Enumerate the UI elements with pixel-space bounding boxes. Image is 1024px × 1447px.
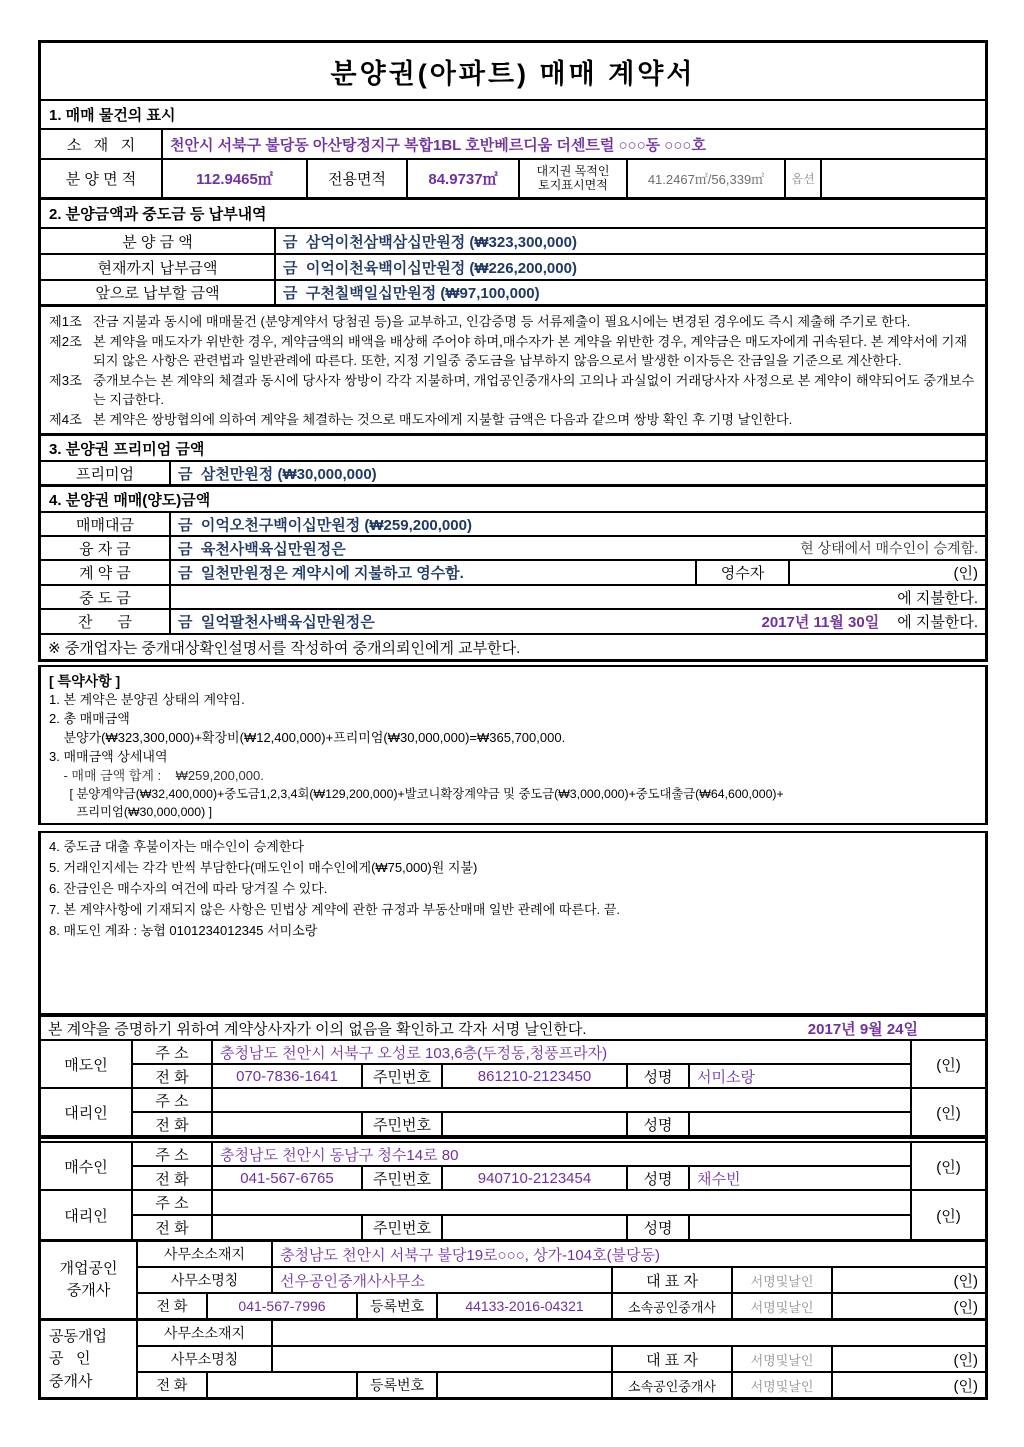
sale-price-label: 분 양 금 액	[122, 233, 193, 251]
loan-value: 금 육천사백육십만원정은	[178, 540, 346, 558]
exclusive-area-value-cell	[408, 160, 520, 197]
broker-phone-row	[138, 1294, 985, 1318]
confirmation-cell	[41, 1017, 985, 1039]
special-term-line: 5. 거래인지세는 각각 반씩 부담한다(매도인이 매수인에게(₩75,000)원 지불)	[49, 860, 478, 876]
broker-rep-seal-cell	[833, 1268, 985, 1292]
remaining-amount-value-cell	[276, 281, 985, 304]
remaining-amount-label: 앞으로 납부할 금액	[95, 285, 220, 302]
special-term-line: - 매매 금액 합계 : ₩259,200,000.	[49, 767, 264, 783]
seller-role: 매도인	[64, 1056, 108, 1074]
addr-label: 주 소	[155, 1195, 189, 1213]
exclusive-area-label-cell	[308, 160, 408, 197]
trade-price-label-cell	[41, 513, 171, 535]
seller-rrn-value-cell	[443, 1065, 628, 1087]
buyer-agent-rrn-value-cell	[443, 1216, 628, 1239]
seller-block	[41, 1041, 985, 1089]
reg-label: 등록번호	[369, 1298, 425, 1315]
co-broker-role-line3: 중개사	[49, 1372, 93, 1390]
clause-1-no: 제1조	[49, 314, 82, 329]
special-term-line: [ 분양계약금(₩32,400,000)+중도금1,2,3,4회(₩129,200,000)+발코니확장계약금 및 중도금(₩3,000,000)+중도대출금(₩64,600,000)+	[49, 786, 784, 801]
phone-label: 전 화	[155, 1170, 189, 1188]
clause-2-text: 본 계약을 매도자가 위반한 경우, 계약금액의 배액을 배상해 주어야 하며,매수자가 본 계약을 위반한 경우, 계약금은 매도자에게 귀속된다. 본 계약서에 기재되지 않은 사항은 관련법과 일반관례에 따른다. 또한, 지정 기일중 중도금을 납부하지 않음으로서 발생한 이자등은 잔금일을 기준으로 계산한다.	[93, 333, 968, 369]
buyer-rrn: 940710-2123454	[477, 1169, 592, 1187]
buyer-addr-label-cell	[133, 1143, 213, 1165]
sign-label: 서명및날인	[750, 1273, 814, 1289]
interim-suffix: 에 지불한다.	[897, 589, 978, 607]
special-term-line: 8. 매도인 계좌 : 농협 0101234012345 서미소랑	[49, 922, 318, 938]
rrn-label: 주민번호	[373, 1220, 431, 1238]
seller-addr: 충청남도 천안시 서북구 오성로 103,6층(두정동,청풍프라자)	[220, 1044, 608, 1062]
seller-phone-value-cell	[213, 1065, 363, 1087]
name-label: 성명	[643, 1220, 673, 1238]
co-broker-rep-seal-cell	[833, 1347, 985, 1371]
broker-block	[41, 1242, 985, 1318]
co-broker-phone-row	[138, 1373, 985, 1397]
interim-label: 중 도 금	[79, 589, 131, 607]
confirmation-text: 본 계약을 증명하기 위하여 계약상사자가 이의 없음을 확인하고 각자 서명 날인한다.	[48, 1020, 587, 1038]
seal-mark: (인)	[953, 1272, 978, 1290]
seller-fields	[133, 1041, 912, 1087]
land-area-label-line2: 토지표시면적	[538, 177, 608, 192]
buyer-agent-name-label-cell	[628, 1216, 690, 1239]
land-area-label-cell	[520, 160, 628, 197]
buyer-role-cell	[41, 1143, 133, 1189]
co-broker-fields	[138, 1321, 985, 1397]
seller-addr-label-cell	[133, 1041, 213, 1063]
buyer-addr-row	[133, 1143, 910, 1167]
broker-role-line2: 중개사	[66, 1282, 111, 1300]
seller-agent-fields	[133, 1089, 912, 1135]
phone-label: 전 화	[155, 1116, 189, 1134]
remaining-amount-row	[41, 281, 985, 307]
seller-name: 서미소랑	[697, 1068, 755, 1086]
seller-role-cell	[41, 1041, 133, 1087]
co-broker-office-name-value-cell	[273, 1347, 613, 1371]
clause-2	[49, 332, 975, 371]
sign-label: 서명및날인	[750, 1352, 814, 1368]
confirmation-date: 2017년 9월 24일	[807, 1020, 918, 1038]
deposit-row	[41, 561, 985, 586]
co-broker-assoc-seal-cell	[833, 1373, 985, 1397]
remaining-amount-label-cell	[41, 281, 276, 304]
special-term-line: 2. 총 매매금액	[49, 711, 130, 727]
supply-area-label: 분 양 면 적	[65, 171, 137, 188]
name-label: 성명	[643, 1068, 673, 1086]
seal-mark: (인)	[936, 1158, 961, 1176]
seller-agent-addr-row	[133, 1089, 910, 1113]
broker-phone-value-cell	[208, 1294, 358, 1318]
buyer-name-value-cell	[690, 1167, 910, 1189]
broker-role-line1: 개업공인	[59, 1259, 118, 1277]
broker-office-addr-label-cell	[138, 1242, 273, 1266]
buyer-agent-addr-label-cell	[133, 1191, 213, 1214]
special-term-line: 프리미엄(₩30,000,000) ]	[49, 804, 213, 819]
signature-box	[38, 1015, 988, 1242]
buyer-seal-cell	[912, 1143, 985, 1189]
receiver-seal-cell	[790, 561, 985, 584]
seller-rrn-label-cell	[363, 1065, 443, 1087]
seller-addr-row	[133, 1041, 910, 1065]
seller-agent-role-cell	[41, 1089, 133, 1135]
buyer-agent-role-cell	[41, 1191, 133, 1239]
seller-name-value-cell	[690, 1065, 910, 1087]
land-area-label-line1: 대지권 목적인	[536, 163, 610, 178]
balance-value-cell	[171, 610, 985, 633]
seller-agent-addr-label-cell	[133, 1089, 213, 1111]
co-broker-reg-label-cell	[358, 1373, 438, 1397]
section1-header-text: 1. 매매 물건의 표시	[49, 107, 176, 124]
paid-amount-value-cell	[276, 255, 985, 279]
buyer-agent-phone-row	[133, 1216, 910, 1239]
seal-mark: (인)	[936, 1104, 961, 1122]
deposit-value-cell	[171, 561, 697, 584]
special-terms-header: [ 특약사항 ]	[49, 673, 121, 690]
seller-phone-label-cell	[133, 1065, 213, 1087]
deposit-label-cell	[41, 561, 171, 584]
location-value: 천안시 서북구 불당동 아산탕정지구 복합1BL 호반베르디움 더센트럴 ○○○동 ○○○호	[170, 136, 706, 154]
broker-office-name: 선우공인중개사사무소	[280, 1272, 425, 1290]
trade-price-value-cell	[171, 513, 985, 535]
interim-label-cell	[41, 586, 171, 608]
sign-label: 서명및날인	[750, 1378, 814, 1394]
main-contract-box	[38, 40, 988, 662]
clause-4-text: 본 계약은 쌍방협의에 의하여 계약을 체결하는 것으로 매도자에게 지불할 금액은 다음과 같으며 쌍방 확인 후 기명 날인한다.	[93, 411, 793, 427]
clause-3-no: 제3조	[49, 372, 82, 388]
buyer-fields	[133, 1143, 912, 1189]
loan-label-cell	[41, 537, 171, 559]
rrn-label: 주민번호	[373, 1116, 431, 1134]
paid-amount-label-cell	[41, 255, 276, 279]
special-term-line: 4. 중도금 대출 후불이자는 매수인이 승계한다	[49, 839, 304, 855]
addr-label: 주 소	[155, 1044, 189, 1062]
phone-label: 전 화	[156, 1377, 188, 1394]
land-area-value: 41.2467㎡/56,339㎡	[647, 172, 765, 187]
buyer-name-label-cell	[628, 1167, 690, 1189]
seller-agent-role: 대리인	[64, 1104, 108, 1122]
buyer-agent-seal-cell	[912, 1191, 985, 1239]
clause-1	[49, 312, 975, 332]
seller-rrn: 861210-2123450	[477, 1067, 592, 1085]
special-term-line: 1. 본 계약은 분양권 상태의 계약임.	[49, 692, 245, 708]
broker-assoc-label-cell	[613, 1294, 733, 1318]
receiver-label: 영수자	[720, 565, 765, 583]
seller-agent-phone-label-cell	[133, 1113, 213, 1135]
co-broker-rep-sign-cell	[733, 1347, 833, 1371]
loan-label: 융 자 금	[79, 540, 131, 558]
phone-label: 전 화	[156, 1298, 188, 1315]
seal-mark: (인)	[953, 1351, 978, 1369]
seller-agent-addr-value-cell	[213, 1089, 910, 1111]
section2-header-text: 2. 분양금액과 중도금 등 납부내역	[49, 206, 267, 223]
broker-office-addr-row	[138, 1242, 985, 1268]
broker-rep-sign-cell	[733, 1268, 833, 1292]
buyer-agent-addr-row	[133, 1191, 910, 1216]
broker-office-addr-value-cell	[273, 1242, 985, 1266]
option-label: 옵션	[791, 172, 815, 186]
remaining-amount-value: 금 구천칠백일십만원정 (₩97,100,000)	[283, 285, 540, 302]
paid-amount-label: 현재까지 납부금액	[97, 259, 218, 277]
broker-office-name-row	[138, 1268, 985, 1294]
co-broker-office-addr-row	[138, 1321, 985, 1347]
buyer-role: 매수인	[64, 1158, 108, 1176]
sale-price-label-cell	[41, 229, 276, 253]
seal-mark: (인)	[936, 1056, 961, 1074]
sale-price-value: 금 삼억이천삼백삼십만원정 (₩323,300,000)	[283, 233, 577, 251]
special-term-line: 6. 잔금인은 매수자의 여건에 따라 당겨질 수 있다.	[49, 880, 328, 896]
section1-header	[41, 101, 985, 130]
broker-office-name-value-cell	[273, 1268, 613, 1292]
premium-value-cell	[171, 462, 985, 484]
exclusive-area-label: 전용면적	[328, 171, 386, 188]
contract-document	[38, 40, 988, 1400]
section4-header-text: 4. 분양권 매매(양도)금액	[49, 491, 211, 509]
broker-reg-no: 44133-2016-04321	[465, 1298, 584, 1315]
broker-notice: ※ 중개업자는 중개대상확인설명서를 작성하여 중개의뢰인에게 교부한다.	[48, 639, 521, 657]
broker-phone-label-cell	[138, 1294, 208, 1318]
seal-mark: (인)	[936, 1207, 961, 1225]
addr-label: 주 소	[155, 1146, 189, 1164]
office-name-label: 사무소명칭	[170, 1351, 239, 1368]
seller-addr-value-cell	[213, 1041, 910, 1063]
broker-reg-label-cell	[358, 1294, 438, 1318]
location-label: 소 재 지	[66, 136, 136, 154]
balance-value: 금 일억팔천사백육십만원정은	[178, 614, 375, 632]
broker-assoc-sign-cell	[733, 1294, 833, 1318]
broker-office-name-label-cell	[138, 1268, 273, 1292]
broker-rep-label-cell	[613, 1268, 733, 1292]
deposit-label: 계 약 금	[79, 565, 131, 583]
buyer-agent-phone-label-cell	[133, 1216, 213, 1239]
special-terms-box-2	[38, 831, 988, 1015]
special-terms-box-1	[38, 665, 988, 825]
clause-4-no: 제4조	[49, 411, 82, 427]
buyer-phone-row	[133, 1167, 910, 1189]
premium-label-cell	[41, 462, 171, 484]
buyer-agent-block	[41, 1191, 985, 1239]
office-addr-label: 사무소소재지	[163, 1246, 246, 1263]
page-title: 분양권(아파트) 매매 계약서	[330, 58, 696, 89]
trade-price-label: 매매대금	[76, 516, 134, 534]
seller-phone: 070-7836-1641	[236, 1067, 338, 1085]
co-broker-reg-value-cell	[438, 1373, 613, 1397]
broker-role-cell	[41, 1242, 138, 1318]
option-value-cell	[822, 160, 985, 197]
contract-clauses	[41, 307, 985, 436]
section4-header	[41, 487, 985, 513]
buyer-agent-fields	[133, 1191, 912, 1239]
balance-label-cell	[41, 610, 171, 633]
seal-mark: (인)	[953, 1377, 978, 1395]
location-value-cell	[163, 130, 985, 158]
trade-price-row	[41, 513, 985, 537]
clause-2-no: 제2조	[49, 333, 82, 349]
seller-agent-rrn-value-cell	[443, 1113, 628, 1135]
buyer-agent-name-value-cell	[690, 1216, 910, 1239]
supply-area-value: 112.9465㎡	[196, 171, 273, 188]
seller-agent-block	[41, 1089, 985, 1137]
balance-row	[41, 610, 985, 635]
buyer-phone-value-cell	[213, 1167, 363, 1189]
option-label-cell	[786, 160, 822, 197]
loan-note: 현 상태에서 매수인이 승계함.	[800, 540, 978, 557]
buyer-rrn-value-cell	[443, 1167, 628, 1189]
reg-label: 등록번호	[369, 1377, 425, 1394]
balance-date: 2017년 11월 30일	[761, 614, 880, 632]
co-broker-assoc-label-cell	[613, 1373, 733, 1397]
broker-reg-value-cell	[438, 1294, 613, 1318]
seal-mark: (인)	[953, 1298, 978, 1316]
sale-price-row	[41, 229, 985, 255]
location-label-cell	[41, 130, 163, 158]
seller-agent-seal-cell	[912, 1089, 985, 1135]
seller-agent-name-label-cell	[628, 1113, 690, 1135]
title-row	[41, 43, 985, 101]
broker-phone: 041-567-7996	[238, 1298, 326, 1315]
paid-amount-value: 금 이억이천육백이십만원정 (₩226,200,000)	[283, 259, 577, 277]
premium-row	[41, 462, 985, 487]
co-broker-box	[38, 1321, 988, 1400]
trade-price-value: 금 이억오천구백이십만원정 (₩259,200,000)	[178, 516, 472, 534]
supply-area-label-cell	[41, 160, 163, 197]
co-broker-office-addr-value-cell	[273, 1321, 985, 1345]
land-area-value-cell	[628, 160, 786, 197]
seller-name-label-cell	[628, 1065, 690, 1087]
loan-value-cell	[171, 537, 985, 559]
co-broker-role-cell	[41, 1321, 138, 1397]
phone-label: 전 화	[155, 1220, 189, 1238]
location-row	[41, 130, 985, 160]
seller-agent-rrn-label-cell	[363, 1113, 443, 1135]
co-broker-phone-value-cell	[208, 1373, 358, 1397]
section3-header	[41, 436, 985, 462]
rep-label: 대 표 자	[646, 1351, 698, 1369]
buyer-agent-addr-value-cell	[213, 1191, 910, 1214]
deposit-value: 금 일천만원정은 계약시에 지불하고 영수함.	[178, 565, 464, 583]
broker-notice-row	[41, 635, 985, 659]
balance-label: 잔 금	[78, 614, 132, 632]
exclusive-area-value: 84.9737㎡	[428, 171, 498, 188]
addr-label: 주 소	[155, 1092, 189, 1110]
name-label: 성명	[643, 1170, 673, 1188]
clause-3	[49, 371, 975, 410]
clause-3-text: 중개보수는 본 계약의 체결과 동시에 당사자 쌍방이 각각 지불하며, 개업공인중개사의 고의나 과실없이 거래당사자 사정으로 본 계약이 해약되어도 중개보수는 지급한다.	[93, 372, 975, 408]
phone-label: 전 화	[155, 1068, 189, 1086]
special-terms-1	[41, 667, 985, 823]
name-label: 성명	[643, 1116, 673, 1134]
buyer-block	[41, 1143, 985, 1191]
sign-label: 서명및날인	[750, 1299, 814, 1315]
premium-label: 프리미엄	[76, 465, 134, 483]
receiver-seal: (인)	[953, 565, 978, 583]
co-broker-block	[41, 1321, 985, 1397]
section3-header-text: 3. 분양권 프리미엄 금액	[49, 440, 205, 458]
buyer-rrn-label-cell	[363, 1167, 443, 1189]
co-broker-office-name-row	[138, 1347, 985, 1373]
office-addr-label: 사무소소재지	[163, 1325, 246, 1342]
co-broker-rep-label-cell	[613, 1347, 733, 1371]
co-broker-role-line2: 공 인	[49, 1350, 91, 1368]
rep-label: 대 표 자	[646, 1272, 698, 1290]
special-terms-2	[41, 833, 985, 943]
co-broker-phone-label-cell	[138, 1373, 208, 1397]
co-broker-role-line1: 공동개업	[49, 1327, 107, 1345]
clause-4	[49, 410, 975, 430]
receiver-label-cell	[697, 561, 790, 584]
area-row	[41, 160, 985, 200]
rrn-label: 주민번호	[373, 1068, 431, 1086]
special-term-line: 3. 매매금액 상세내역	[49, 749, 168, 765]
supply-area-value-cell	[163, 160, 308, 197]
co-broker-office-addr-label-cell	[138, 1321, 273, 1345]
broker-office-addr: 충청남도 천안시 서북구 불당19로○○○, 상가-104호(불당동)	[280, 1246, 661, 1264]
premium-value: 금 삼천만원정 (₩30,000,000)	[178, 465, 377, 483]
interim-row	[41, 586, 985, 610]
broker-box	[38, 1242, 988, 1321]
office-name-label: 사무소명칭	[170, 1272, 239, 1289]
broker-notice-cell	[41, 635, 985, 659]
buyer-name: 채수빈	[697, 1170, 741, 1188]
buyer-addr-value-cell	[213, 1143, 910, 1165]
co-broker-assoc-sign-cell	[733, 1373, 833, 1397]
seller-agent-phone-value-cell	[213, 1113, 363, 1135]
buyer-addr: 충청남도 천안시 동남구 청수14로 80	[220, 1146, 459, 1164]
seller-seal-cell	[912, 1041, 985, 1087]
section2-header	[41, 200, 985, 229]
paid-amount-row	[41, 255, 985, 281]
clause-1-text: 잔금 지불과 동시에 매매물건 (분양계약서 당첨권 등)을 교부하고, 인감증명 등 서류제출이 필요시에는 변경된 경우에도 즉시 제출해 주기로 한다.	[93, 314, 911, 329]
balance-suffix: 에 지불한다.	[897, 614, 978, 632]
seller-agent-name-value-cell	[690, 1113, 910, 1135]
special-term-line: 7. 본 계약사항에 기재되지 않은 사항은 민법상 계약에 관한 규정과 부동산매매 일반 관례에 따른다. 끝.	[49, 901, 620, 917]
loan-row	[41, 537, 985, 561]
assoc-label: 소속공인중개사	[628, 1378, 716, 1394]
assoc-label: 소속공인중개사	[628, 1299, 716, 1315]
seller-agent-phone-row	[133, 1113, 910, 1135]
rrn-label: 주민번호	[373, 1170, 431, 1188]
buyer-phone: 041-567-6765	[240, 1169, 334, 1187]
broker-assoc-seal-cell	[833, 1294, 985, 1318]
broker-fields	[138, 1242, 985, 1318]
buyer-agent-rrn-label-cell	[363, 1216, 443, 1239]
co-broker-office-name-label-cell	[138, 1347, 273, 1371]
sale-price-value-cell	[276, 229, 985, 253]
buyer-phone-label-cell	[133, 1167, 213, 1189]
buyer-agent-phone-value-cell	[213, 1216, 363, 1239]
seller-phone-row	[133, 1065, 910, 1087]
confirmation-row	[41, 1017, 985, 1041]
interim-value-cell	[171, 586, 985, 608]
special-term-line: 분양가(₩323,300,000)+확장비(₩12,400,000)+프리미엄(₩30,000,000)=₩365,700,000.	[49, 730, 566, 746]
buyer-agent-role: 대리인	[64, 1207, 108, 1225]
